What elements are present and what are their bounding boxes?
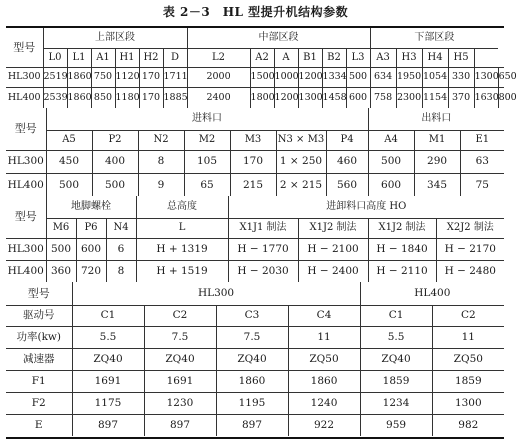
table-row	[6, 392, 504, 414]
table-row	[6, 305, 504, 326]
table-row	[6, 150, 504, 173]
table-cell: 1200	[274, 87, 298, 108]
row-label: E	[6, 414, 72, 436]
table-cell: 1240	[288, 392, 360, 414]
table-cell: 370	[448, 87, 474, 108]
column-header: X1J2 制法	[368, 218, 436, 238]
column-header: M3	[230, 130, 276, 150]
table-cell: H − 1770	[228, 238, 298, 260]
model-cell: HL400	[6, 173, 46, 196]
table-cell: C2	[144, 305, 216, 326]
table-cell: ZQ40	[216, 348, 288, 370]
table-row	[6, 414, 504, 436]
column-header: X1J1 制法	[228, 218, 298, 238]
table-cell: 170	[230, 150, 276, 173]
table-cell: H + 1519	[136, 260, 228, 282]
row-label: F2	[6, 392, 72, 414]
table-cell: H − 2170	[436, 238, 504, 260]
table-cell: 758	[370, 87, 396, 108]
column-header: A1	[91, 48, 115, 67]
table-cell: 850	[91, 87, 115, 108]
table-cell: 1200	[298, 67, 322, 87]
column-header: M6	[46, 218, 76, 238]
section-drive	[6, 282, 504, 436]
table-cell: 9	[138, 173, 184, 196]
table-cell: 65	[184, 173, 230, 196]
table-cell: H − 2030	[228, 260, 298, 282]
column-header: P6	[76, 218, 106, 238]
table-cell: 7.5	[216, 326, 288, 348]
column-header: P2	[92, 130, 138, 150]
table-cell: 500	[346, 67, 370, 87]
table-cell: 1859	[360, 370, 432, 392]
table-cell: 1950	[396, 67, 422, 87]
table-cell: ZQ50	[432, 348, 504, 370]
table-cell: 1000	[274, 67, 298, 87]
table-cell: ZQ50	[288, 348, 360, 370]
table-cell: C3	[216, 305, 288, 326]
table-cell: 1458	[322, 87, 346, 108]
table-cell: 982	[432, 414, 504, 436]
table-cell: 897	[144, 414, 216, 436]
table-cell: 11	[288, 326, 360, 348]
section-segments	[6, 28, 517, 108]
column-header: N4	[106, 218, 136, 238]
table-cell: 63	[460, 150, 504, 173]
model-cell: HL300	[6, 67, 43, 87]
table-cell: 2539	[43, 87, 67, 108]
table-cell: 897	[72, 414, 144, 436]
table-cell: 650	[498, 67, 504, 87]
table-cell: 2000	[187, 67, 250, 87]
table-cell: 1691	[144, 370, 216, 392]
table-cell: 1300	[298, 87, 322, 108]
table-cell: 1500	[250, 67, 274, 87]
table-cell: ZQ40	[72, 348, 144, 370]
table-cell: 1 × 250	[276, 150, 326, 173]
row-label: 功率(kw)	[6, 326, 72, 348]
column-header: B1	[298, 48, 322, 67]
group-header: HL300	[72, 282, 360, 305]
column-header: H2	[139, 48, 163, 67]
table-cell: 75	[460, 173, 504, 196]
section-inlet-outlet	[6, 108, 504, 196]
column-header: D	[163, 48, 187, 67]
column-header: H1	[115, 48, 139, 67]
table-cell: 500	[92, 173, 138, 196]
row-label: 驱动号	[6, 305, 72, 326]
group-header: 出料口	[368, 108, 504, 130]
table-row	[6, 173, 504, 196]
column-header: H5	[448, 48, 474, 67]
table-cell: 897	[216, 414, 288, 436]
group-header: 上部区段	[43, 28, 187, 48]
table-cell: 5.5	[72, 326, 144, 348]
model-header: 型号	[6, 28, 43, 67]
table-cell: 1860	[216, 370, 288, 392]
table-cell: 360	[46, 260, 76, 282]
column-header: B2	[322, 48, 346, 67]
table-row	[6, 67, 504, 87]
table-cell: ZQ40	[144, 348, 216, 370]
table-cell: 1860	[288, 370, 360, 392]
table-cell: 1860	[67, 87, 91, 108]
table-cell: 600	[76, 238, 106, 260]
table-cell: H − 2110	[368, 260, 436, 282]
table-cell: 7.5	[144, 326, 216, 348]
column-header: X1J2 制法	[298, 218, 368, 238]
column-header: X2J2 制法	[436, 218, 504, 238]
table-cell: H − 1840	[368, 238, 436, 260]
table-cell: 1691	[72, 370, 144, 392]
column-header: M2	[184, 130, 230, 150]
column-header: L1	[67, 48, 91, 67]
table-cell: H − 2400	[298, 260, 368, 282]
column-header: H4	[422, 48, 448, 67]
table-cell: 922	[288, 414, 360, 436]
table-cell: 2 × 215	[276, 173, 326, 196]
table-cell: 2400	[187, 87, 250, 108]
column-header: M1	[414, 130, 460, 150]
column-header	[474, 48, 498, 67]
table-cell: 1300	[432, 392, 504, 414]
group-header: 下部区段	[370, 28, 498, 48]
table-cell: 11	[432, 326, 504, 348]
column-header: N3 × M3	[276, 130, 326, 150]
group-header: 进卸料口高度 HO	[228, 196, 504, 218]
model-header: 型号	[6, 282, 72, 305]
table-cell: 634	[370, 67, 396, 87]
column-header: A5	[46, 130, 92, 150]
table-cell: 1175	[72, 392, 144, 414]
group-header: 总高度	[136, 196, 228, 218]
column-header: L2	[187, 48, 250, 67]
table-cell: 170	[139, 67, 163, 87]
table-cell: 1234	[360, 392, 432, 414]
column-header: L3	[346, 48, 370, 67]
table-cell: C1	[72, 305, 144, 326]
column-header: P4	[326, 130, 368, 150]
table-cell: 105	[184, 150, 230, 173]
table-cell: 560	[326, 173, 368, 196]
table-row	[6, 348, 504, 370]
table-cell: 6	[106, 238, 136, 260]
table-cell: 959	[360, 414, 432, 436]
table-cell: 600	[346, 87, 370, 108]
column-header: A	[274, 48, 298, 67]
table-cell: C1	[360, 305, 432, 326]
table-cell: ZQ40	[360, 348, 432, 370]
model-header: 型号	[6, 108, 46, 150]
table-cell: 750	[91, 67, 115, 87]
model-header: 型号	[6, 196, 46, 238]
table-cell: 720	[76, 260, 106, 282]
table-row	[6, 326, 504, 348]
table-cell: 400	[92, 150, 138, 173]
group-header: 中部区段	[187, 28, 370, 48]
table-cell: 215	[230, 173, 276, 196]
table-cell: 500	[46, 238, 76, 260]
table-cell: 2300	[396, 87, 422, 108]
table-cell: C2	[432, 305, 504, 326]
group-header: HL400	[360, 282, 504, 305]
column-header: A3	[370, 48, 396, 67]
table-cell: 800	[498, 87, 504, 108]
table-cell: 1885	[163, 87, 187, 108]
row-label: F1	[6, 370, 72, 392]
table-cell: 5.5	[360, 326, 432, 348]
table-cell: 1860	[67, 67, 91, 87]
table-cell: 290	[414, 150, 460, 173]
table-cell: 170	[139, 87, 163, 108]
table-cell: 2519	[43, 67, 67, 87]
table-cell: 330	[448, 67, 474, 87]
model-cell: HL300	[6, 238, 46, 260]
table-cell: 600	[368, 173, 414, 196]
column-header: H3	[396, 48, 422, 67]
column-header: L0	[43, 48, 67, 67]
column-header: E1	[460, 130, 504, 150]
model-cell: HL400	[6, 260, 46, 282]
column-header: N2	[138, 130, 184, 150]
table-cell: 460	[326, 150, 368, 173]
table-cell: 1859	[432, 370, 504, 392]
table-row	[6, 370, 504, 392]
table-cell: 1800	[250, 87, 274, 108]
column-header: A2	[250, 48, 274, 67]
table-cell: 1195	[216, 392, 288, 414]
table-row	[6, 238, 504, 260]
table-cell: 500	[368, 150, 414, 173]
table-title: 表 2－3 HL 型提升机结构参数	[162, 5, 349, 19]
table-cell: H + 1319	[136, 238, 228, 260]
section-heights	[6, 196, 504, 282]
table-cell: H − 2480	[436, 260, 504, 282]
table-cell: C4	[288, 305, 360, 326]
table-cell: H − 2100	[298, 238, 368, 260]
table-cell: 345	[414, 173, 460, 196]
table-cell: 450	[46, 150, 92, 173]
table-cell: 1711	[163, 67, 187, 87]
table-cell: 1630	[474, 87, 498, 108]
table-cell: 8	[138, 150, 184, 173]
group-header: 进料口	[46, 108, 368, 130]
table-row	[6, 260, 504, 282]
row-label: 减速器	[6, 348, 72, 370]
table-row	[6, 87, 504, 108]
model-cell: HL300	[6, 150, 46, 173]
table-cell: 500	[46, 173, 92, 196]
table-cell: 1054	[422, 67, 448, 87]
group-header: 地脚螺栓	[46, 196, 136, 218]
table-cell: 1230	[144, 392, 216, 414]
column-header: L	[136, 218, 228, 238]
parameter-table	[6, 26, 517, 439]
table-cell: 1120	[115, 67, 139, 87]
table-cell: 8	[106, 260, 136, 282]
column-header: A4	[368, 130, 414, 150]
table-cell: 1334	[322, 67, 346, 87]
table-cell: 1154	[422, 87, 448, 108]
model-cell: HL400	[6, 87, 43, 108]
table-cell: 1300	[474, 67, 498, 87]
table-cell: 1180	[115, 87, 139, 108]
